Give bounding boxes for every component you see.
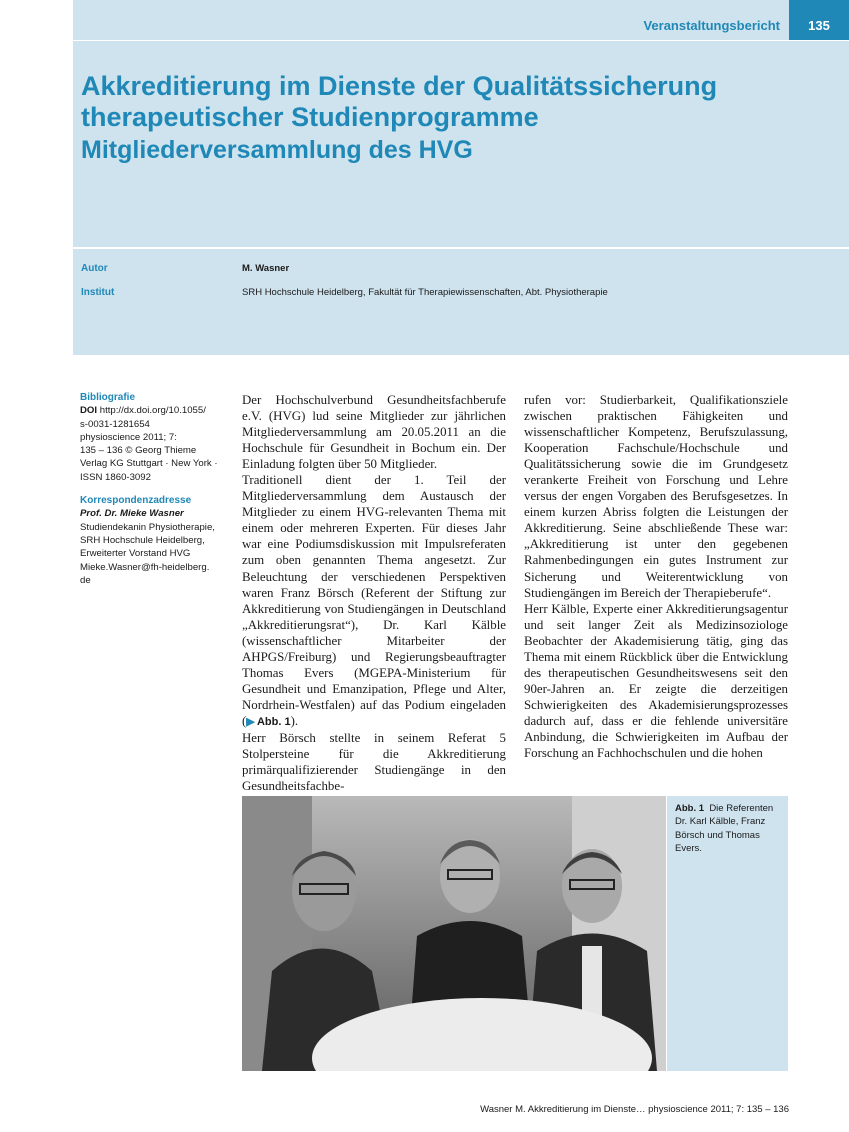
body-paragraph: Herr Börsch stellte in seinem Referat 5 Stolpersteine für die Akkreditierung primärqualifizierender Studiengänge in den Gesundheitsfachbe- [242, 730, 506, 794]
doi-label: DOI [80, 405, 98, 417]
body-paragraph [242, 472, 506, 730]
figure-caption-box [667, 796, 788, 1071]
body-column-2 [524, 392, 788, 761]
bib-line: 135 – 136 © Georg Thieme [80, 445, 197, 457]
corr-line: Studiendekanin Physiotherapie, [80, 521, 215, 533]
author-name: M. Wasner [242, 263, 290, 274]
institute-label: Institut [81, 287, 115, 298]
meta-band [73, 249, 849, 355]
figure-caption [675, 802, 785, 855]
article-subtitle: Mitgliederversammlung des HVG [81, 136, 473, 164]
author-label: Autor [81, 263, 108, 274]
figure-caption-text: Die Referenten Dr. Karl Kälble, Franz Börsch und Thomas Evers. [675, 803, 774, 854]
body-column-1 [242, 392, 506, 794]
bibliography-heading: Bibliografie [80, 392, 136, 403]
body-paragraph: rufen vor: Studierbarkeit, Qualifikationsziele zwischen praktischen Fähigkeiten und wissenschaftlicher Kompetenz, Berufszulassung, Kooperation Fachschule/Hochschule und Qualitätssicherung sowie die im Grundgesetz verankerte Freiheit von Forschung und Lehre versus der engen Vorgaben des Berufsgesetzes. In einem kurzen Abriss folgten die Leistungen der Akkreditierung. Seine abschließende These war: „Akkreditierung ist unter den gegebenen Rahmenbedingungen ein gutes Instrument zur Sicherung und Weiterentwicklung von Studiengängen im Bereich der Therapieberufe“. [524, 393, 788, 600]
body-text: Traditionell dient der 1. Teil der Mitgliederversammlung dem Austausch der Mitglieder zu einem HVG-relevanten Thema mit einem oder mehreren Experten. Für dieses Jahr war eine Podiumsdiskussion mit Impulsreferaten zum oben genannten Thema angesetzt. Zur Beleuchtung der verschiedenen Perspektiven waren Franz Börsch (Referent der Stiftung zur Akkreditierung von Studiengängen in Deutschland „Akkreditierungsrat“), Dr. Karl Kälble (wissenschaftlicher Mitarbeiter der AHPGS/Freiburg) und Regierungsbeauftragter Thomas Evers (MGEPA-Ministerium für Gesundheit und Emanzipation, Pflege und Alter, Nordrhein-Westfalen) auf das Podium eingeladen ( [242, 473, 506, 728]
corr-line: SRH Hochschule Heidelberg, [80, 534, 205, 546]
figure-photo [242, 796, 666, 1071]
body-paragraph: Der Hochschulverbund Gesundheitsfachberufe e.V. (HVG) lud seine Mitglieder zur jährlichen Mitgliederversammlung am 20.05.2011 an die Hochschule für Gesundheit in Bochum ein. Der Einladung folgten über 50 Mitglieder. [242, 393, 506, 472]
institute-name: SRH Hochschule Heidelberg, Fakultät für Therapiewissenschaften, Abt. Physiotherapie [242, 287, 608, 298]
bib-line [80, 404, 230, 417]
sidebar [80, 391, 230, 587]
figure-reference-label: Abb. 1 [256, 715, 291, 728]
body-paragraph: Herr Kälble, Experte einer Akkreditierungsagentur und seit langer Zeit als Medizinsoziologe Beobachter der Akademisierung tätig, ging das Thema mit einem Rückblick über die Entwicklung des therapeutischen Gesundheitswesens seit den 90er-Jahren an. Er zeigte die derzeitigen Schwierigkeiten des Akademisierungsprozesses dadurch auf, dass er die fehlende universitäre Anbindung, die Schwierigkeiten im Aufbau der Forschung an Fachhochschulen und die hohen [524, 601, 788, 761]
bib-line: physioscience 2011; 7: [80, 431, 177, 443]
corr-line: Erweiterter Vorstand HVG [80, 548, 191, 560]
bib-line: Verlag KG Stuttgart · New York · [80, 458, 218, 470]
doi-link[interactable]: http://dx.doi.org/10.1055/ [99, 405, 206, 417]
figure-reference-link[interactable]: ▶ Abb. 1 [246, 715, 291, 728]
body-text: ). [290, 713, 299, 728]
bib-line: s-0031-1281654 [80, 418, 150, 430]
figure-label: Abb. 1 [675, 803, 705, 814]
page-number: 135 [789, 0, 849, 40]
speakers-photo [242, 796, 666, 1071]
section-label: Veranstaltungsbericht [643, 18, 780, 33]
bib-line: ISSN 1860-3092 [80, 471, 151, 483]
email-link[interactable]: Mieke.Wasner@fh-heidelberg. [80, 561, 210, 573]
correspondence-heading: Korrespondenzadresse [80, 495, 192, 507]
correspondence-name: Prof. Dr. Mieke Wasner [80, 508, 184, 520]
page-footer-citation: Wasner M. Akkreditierung im Dienste… physioscience 2011; 7: 135 – 136 [480, 1104, 789, 1115]
title-band [73, 41, 849, 247]
article-title: Akkreditierung im Dienste der Qualitätssicherung therapeutischer Studienprogramme [81, 71, 718, 132]
email-link-cont[interactable]: de [80, 574, 91, 586]
